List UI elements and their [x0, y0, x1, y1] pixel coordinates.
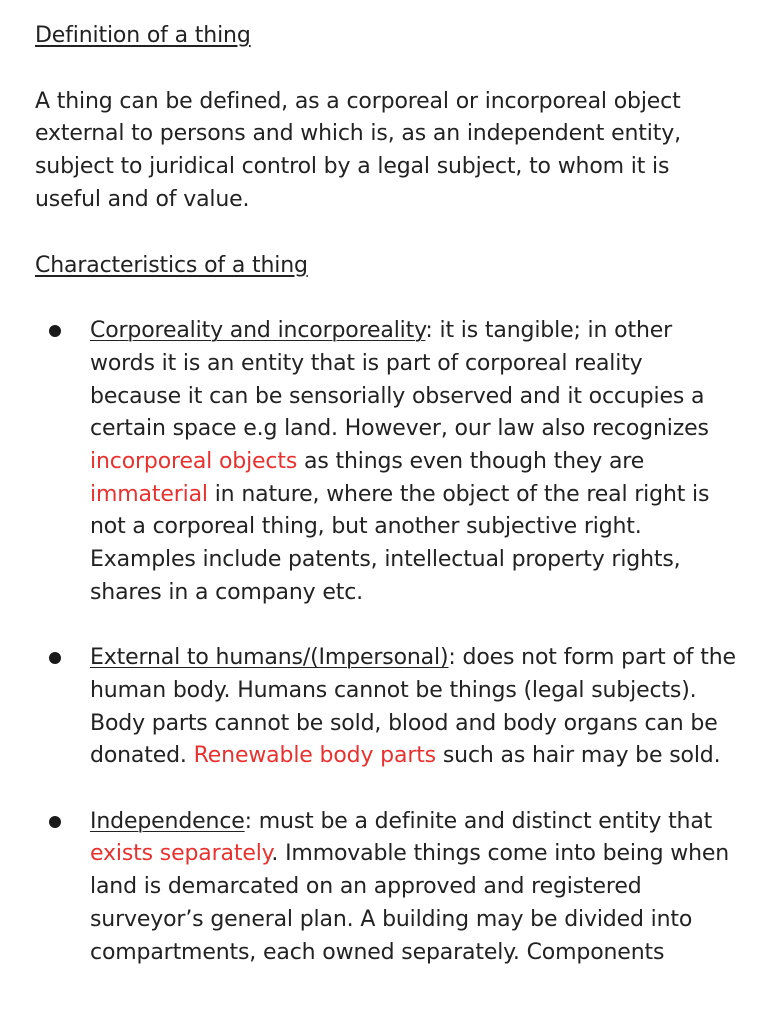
bullet-text: : must be a definite and distinct entity that — [244, 808, 713, 834]
bullet-text: as things even though they are — [297, 449, 645, 475]
term-corporeality: Corporeality and incorporeality — [90, 318, 426, 344]
bullet-dot-icon — [49, 652, 61, 664]
highlight-text: exists separately — [90, 841, 272, 867]
heading-definition: Definition of a thing — [35, 23, 251, 48]
term-independence: Independence — [90, 808, 245, 834]
definition-paragraph: A thing can be defined, as a corporeal or incorporeal object external to persons and which is, as an independent entity, subject to juridical control by a legal subject, to whom it is useful and of value. — [35, 88, 681, 212]
list-item-independence — [35, 806, 738, 970]
bullet-text: in nature, where the object of the real right is not a corporeal thing, but another subjective right. Examples include patents, intellectual property rights, shares in a company etc. — [90, 481, 710, 605]
term-external: External to humans/(Impersonal) — [90, 645, 449, 671]
highlight-text: Renewable body parts — [193, 743, 436, 769]
bullet-text: : does not form part of the human body. Humans cannot be things (legal subjects). Body parts cannot be sold, blood and body organs can be donated. — [90, 645, 736, 769]
bullet-text: . Immovable things come into being when land is demarcated on an approved and registered surveyor’s general plan. A building may be divided into compartments, each owned separately. Components — [90, 841, 730, 965]
characteristics-list — [35, 315, 738, 969]
bullet-text: such as hair may be sold. — [436, 743, 721, 769]
highlight-text: incorporeal objects — [90, 449, 298, 475]
bullet-dot-icon — [49, 816, 61, 828]
heading-characteristics: Characteristics of a thing — [35, 252, 308, 278]
bullet-text: : it is tangible; in other words it is an entity that is part of corporeal reality because it can be sensorially observed and it occupies a certain space e.g land. However, our law also recognizes — [90, 318, 709, 442]
list-item-external — [35, 642, 738, 773]
list-item-corporeality — [35, 315, 738, 609]
highlight-text: immaterial — [90, 481, 208, 507]
bullet-dot-icon — [49, 325, 61, 337]
